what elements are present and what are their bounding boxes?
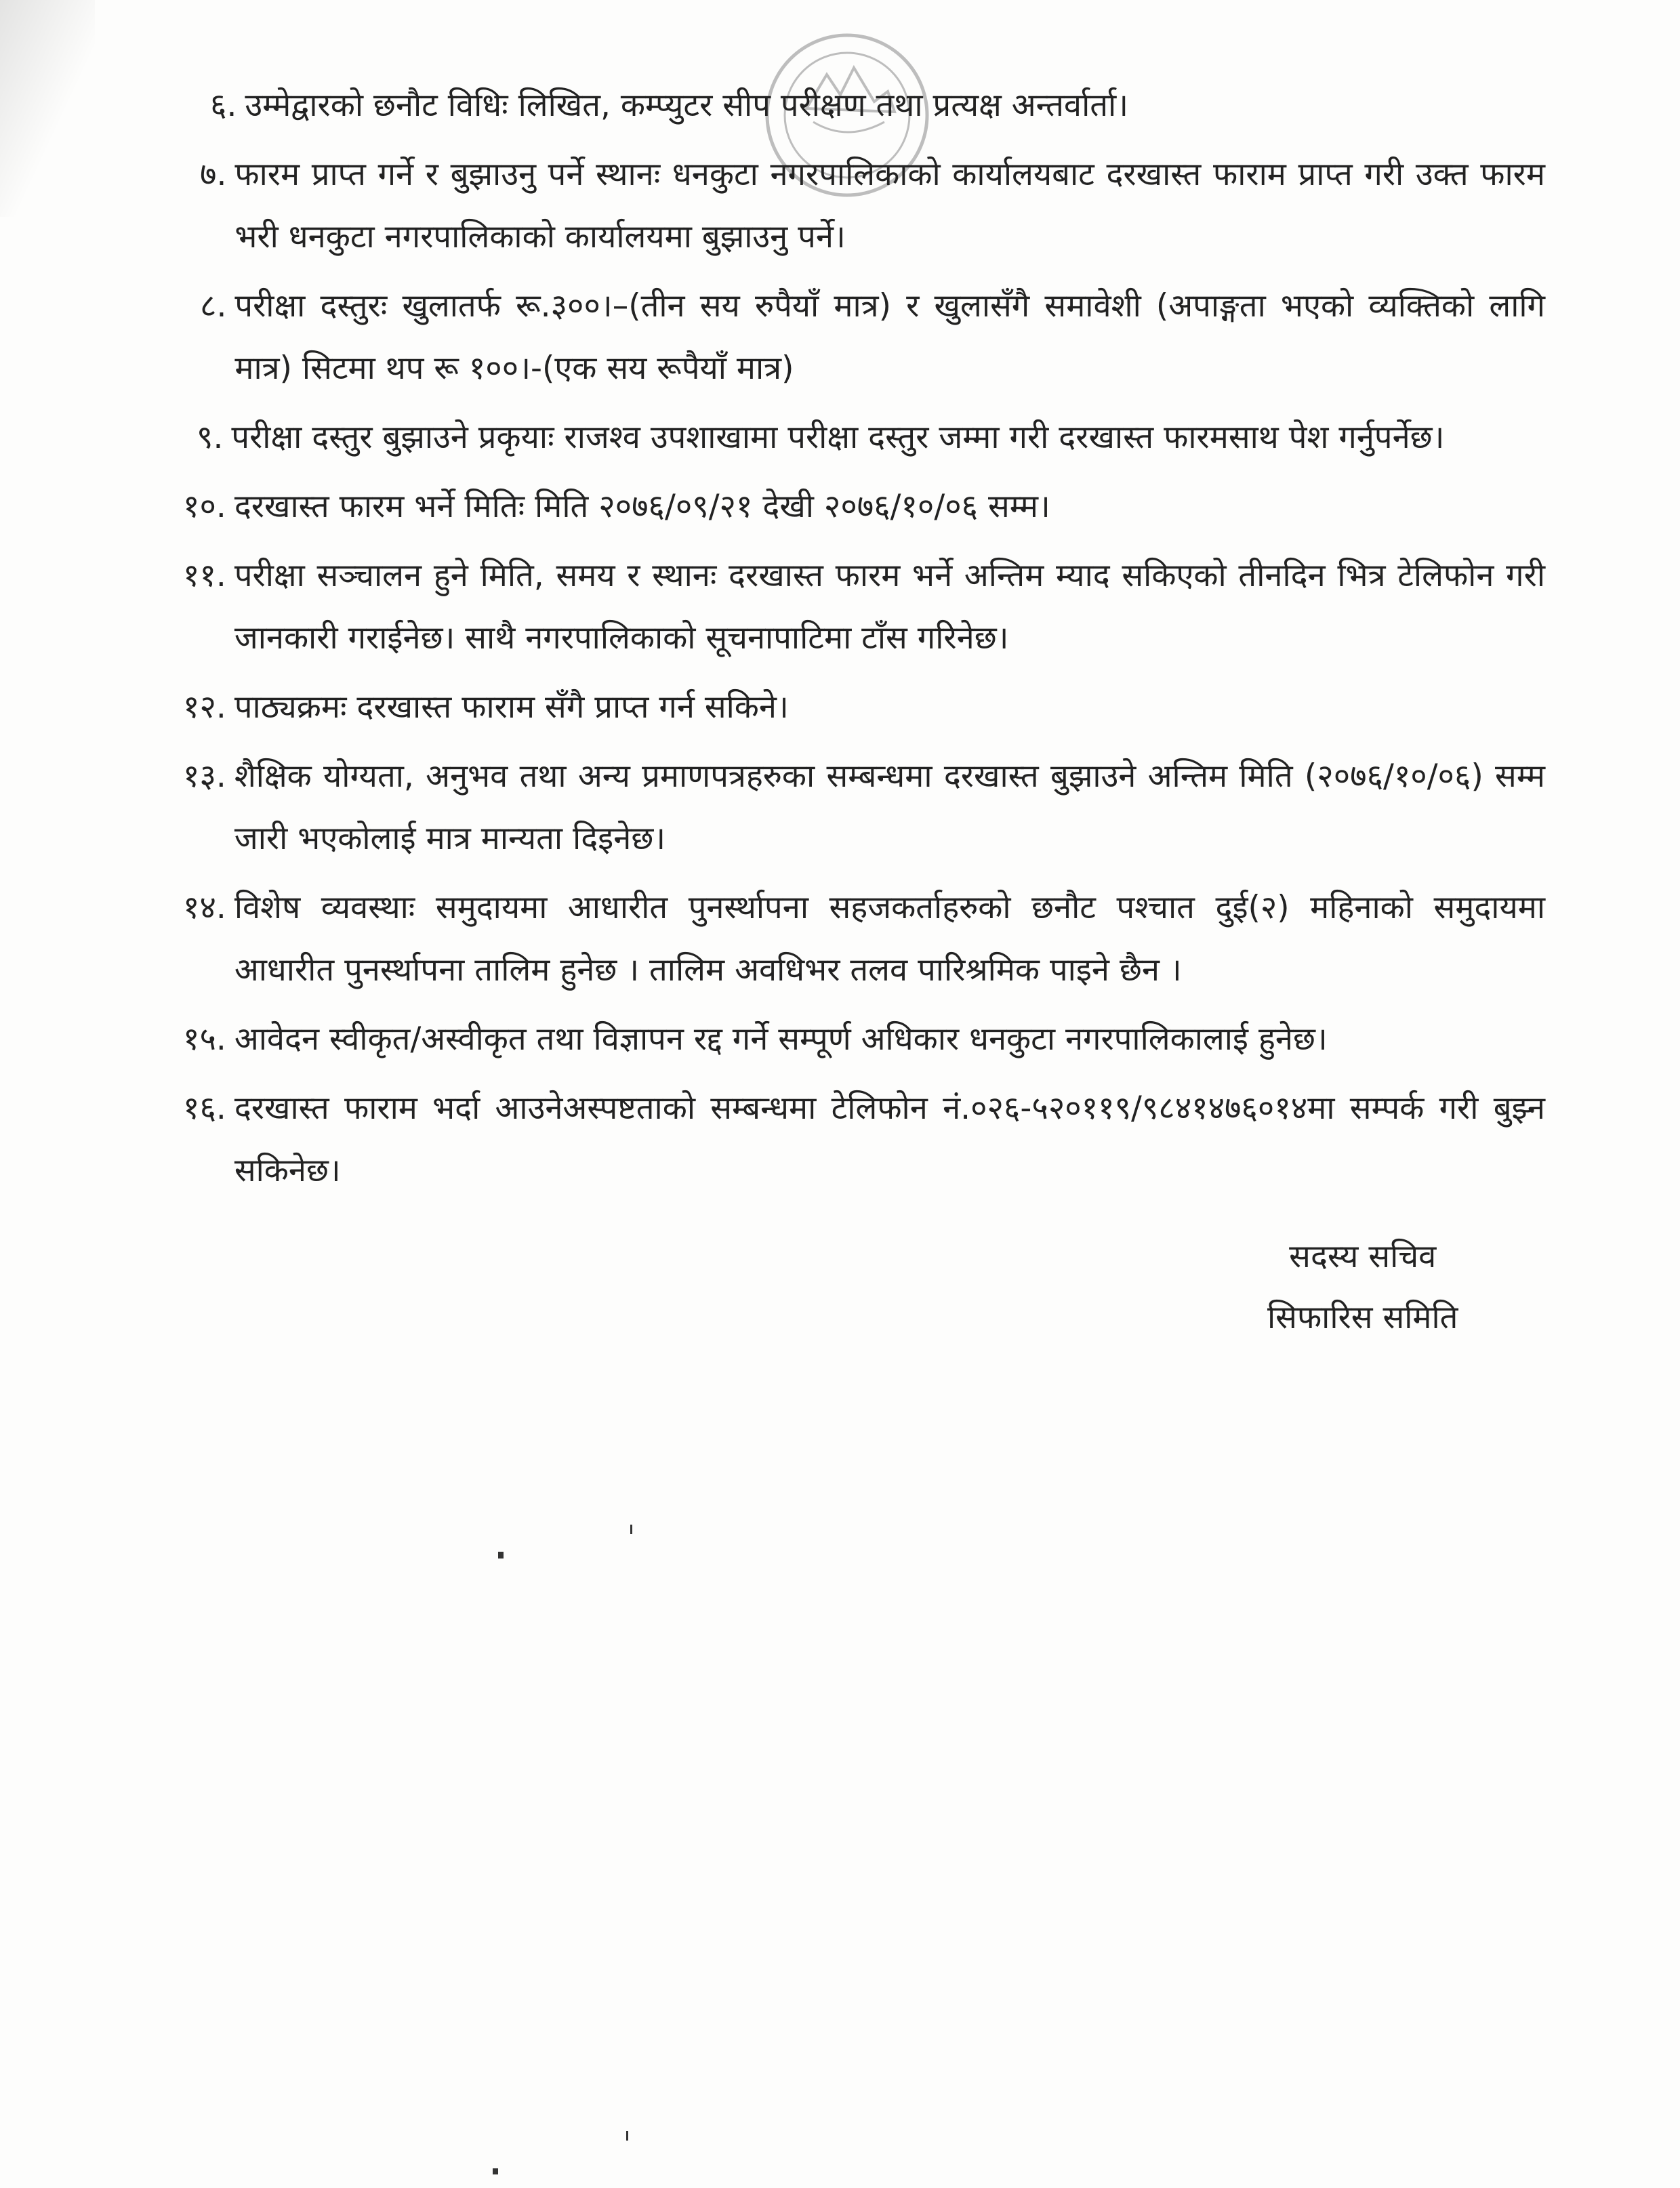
item-number: १६. (183, 1090, 226, 1127)
list-item (169, 275, 1545, 400)
item-number: ९. (197, 419, 224, 456)
item-number: १२. (183, 688, 226, 726)
list-item (169, 1008, 1545, 1071)
item-text: दरखास्त फारम भर्ने मितिः मिति २०७६/०९/२१ देखी २०७६/१०/०६ सम्म। (234, 488, 1050, 525)
notice-items-list (169, 75, 1545, 1209)
item-number: ७. (200, 156, 227, 193)
list-item (169, 745, 1545, 870)
signature-committee: सिफारिस समिति (1267, 1299, 1458, 1336)
item-text: परीक्षा सञ्चालन हुने मिति, समय र स्थानः दरखास्त फारम भर्ने अन्तिम म्याद सकिएको तीनदिन भित्र टेलिफोन गरी जानकारी गराईनेछ। साथै नगरपालिकाको सूचनापाटिमा टाँस गरिनेछ। (234, 557, 1545, 657)
scan-shadow (0, 0, 95, 217)
item-number: १५. (183, 1020, 226, 1058)
item-text: दरखास्त फाराम भर्दा आउनेअस्पष्टताको सम्बन्धमा टेलिफोन नं.०२६-५२०११९/९८४१४७६०१४मा सम्पर्क गरी बुझ्न सकिनेछ। (234, 1090, 1545, 1189)
list-item (169, 144, 1545, 268)
signature-title: सदस्य सचिव (1289, 1238, 1437, 1275)
scan-speck (498, 1552, 504, 1559)
list-item (169, 1077, 1545, 1202)
item-text: परीक्षा दस्तुर बुझाउने प्रकृयाः राजश्व उपशाखामा परीक्षा दस्तुर जम्मा गरी दरखास्त फारमसाथ पेश गर्नुपर्नेछ। (231, 419, 1445, 456)
item-number: १०. (183, 488, 226, 525)
item-number: ६. (210, 87, 237, 124)
scan-speck (493, 2168, 498, 2174)
item-number: ११. (183, 557, 226, 594)
signature-block (1267, 1226, 1458, 1348)
list-item (169, 476, 1545, 538)
list-item (169, 407, 1545, 469)
item-text: परीक्षा दस्तुरः खुलातर्फ रू.३००।–(तीन सय रुपैयाँ मात्र) र खुलासँगै समावेशी (अपाङ्गता भएको व्यक्तिको लागि मात्र) सिटमा थप रू १००।-(एक सय रूपैयाँ मात्र) (234, 287, 1545, 387)
item-text: फारम प्राप्त गर्ने र बुझाउनु पर्ने स्थानः धनकुटा नगरपालिकाको कार्यालयबाट दरखास्त फाराम प्राप्त गरी उक्त फारम भरी धनकुटा नगरपालिकाको कार्यालयमा बुझाउनु पर्ने। (234, 156, 1545, 255)
list-item (169, 676, 1545, 739)
item-text: शैक्षिक योग्यता, अनुभव तथा अन्य प्रमाणपत्रहरुका सम्बन्धमा दरखास्त बुझाउने अन्तिम मिति (२०७६/१०/०६) सम्म जारी भएकोलाई मात्र मान्यता दिइनेछ। (234, 758, 1545, 857)
item-text: आवेदन स्वीकृत/अस्वीकृत तथा विज्ञापन रद्द गर्ने सम्पूर्ण अधिकार धनकुटा नगरपालिकालाई हुनेछ। (234, 1020, 1328, 1058)
scan-speck (626, 2131, 628, 2141)
item-text: पाठ्यक्रमः दरखास्त फाराम सँगै प्राप्त गर्न सकिने। (234, 688, 789, 726)
item-number: १३. (183, 758, 226, 795)
list-item (169, 545, 1545, 669)
list-item (169, 877, 1545, 1002)
list-item (169, 75, 1545, 137)
item-number: १४. (183, 889, 226, 926)
item-text: विशेष व्यवस्थाः समुदायमा आधारीत पुनर्स्थापना सहजकर्ताहरुको छनौट पश्चात दुई(२) महिनाको समुदायमा आधारीत पुनर्स्थापना तालिम हुनेछ । तालिम अवधिभर तलव पारिश्रमिक पाइने छैन । (234, 889, 1545, 989)
scan-speck (630, 1525, 632, 1534)
item-text: उम्मेद्वारको छनौट विधिः लिखित, कम्प्युटर सीप परीक्षण तथा प्रत्यक्ष अन्तर्वार्ता। (245, 87, 1129, 124)
item-number: ८. (200, 287, 227, 325)
